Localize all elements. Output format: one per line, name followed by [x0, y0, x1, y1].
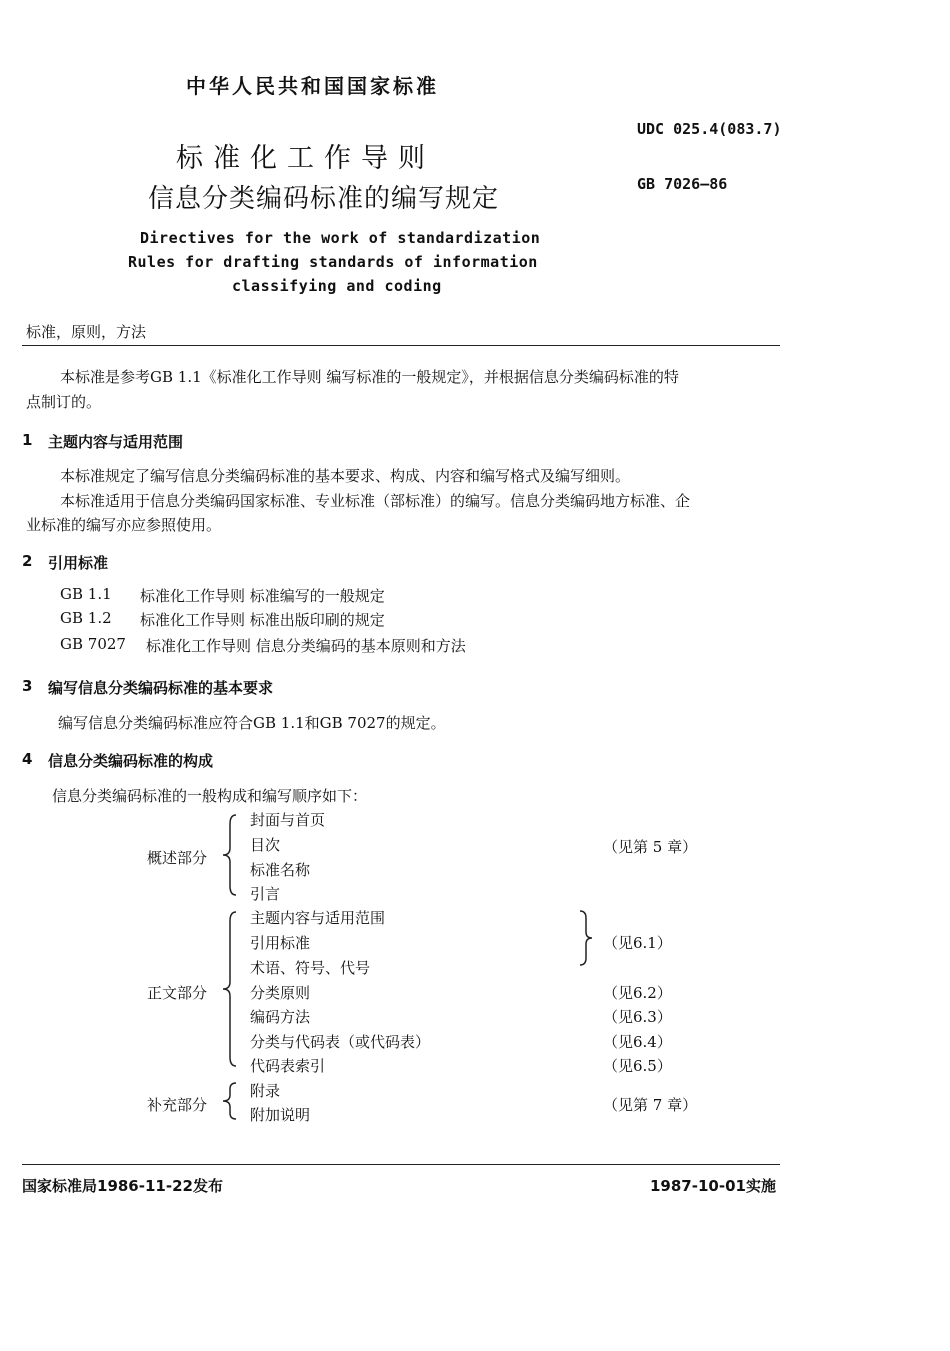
structure-item: 目次 [250, 836, 281, 854]
english-title-line-3: classifying and coding [232, 277, 442, 295]
structure-item: 编码方法 [250, 1008, 311, 1026]
section-1-para-1: 本标准规定了编写信息分类编码标准的基本要求、构成、内容和编写格式及编写细则。 [60, 467, 631, 485]
intro-line-1: 本标准是参考GB 1.1《标准化工作导则 编写标准的一般规定》，并根据信息分类编码标准的特 [60, 368, 679, 386]
structure-item: 附录 [250, 1082, 281, 1100]
ref-text: 标准化工作导则 信息分类编码的基本原则和方法 [146, 637, 466, 655]
section-3-number: 3 [22, 677, 33, 695]
structure-ref: （见6.2） [603, 984, 672, 1002]
structure-ref: （见第 7 章） [603, 1096, 698, 1114]
section-4-number: 4 [22, 750, 33, 768]
structure-ref: （见6.1） [603, 934, 672, 952]
structure-item: 分类与代码表（或代码表） [250, 1033, 431, 1051]
group-label-overview: 概述部分 [147, 849, 208, 867]
structure-ref: （见6.3） [603, 1008, 672, 1026]
structure-item: 封面与首页 [250, 811, 326, 829]
national-standard-title: 中华人民共和国国家标准 [186, 74, 439, 98]
structure-item: 引用标准 [250, 934, 311, 952]
brace-overview [220, 812, 240, 898]
intro-line-2: 点制订的。 [26, 393, 102, 411]
footer-divider [22, 1164, 780, 1165]
section-3-title: 编写信息分类编码标准的基本要求 [48, 679, 274, 697]
title-line-1: 标准化工作导则 [176, 143, 435, 174]
ref-code: GB 1.2 [60, 609, 112, 627]
issue-date: 国家标准局1986-11-22发布 [22, 1177, 223, 1195]
english-title-line-2: Rules for drafting standards of information [128, 253, 538, 271]
section-1-para-2-line-1: 本标准适用于信息分类编码国家标准、专业标准（部标准）的编写。信息分类编码地方标准、企 [60, 492, 691, 510]
right-brace [576, 908, 596, 968]
structure-item: 引言 [250, 885, 281, 903]
section-1-para-2-line-2: 业标准的编写亦应参照使用。 [26, 516, 222, 534]
section-4-intro: 信息分类编码标准的一般构成和编写顺序如下： [52, 787, 368, 805]
brace-supplement [220, 1080, 240, 1122]
udc-number: UDC 025.4(083.7) [637, 120, 782, 138]
section-1-title: 主题内容与适用范围 [48, 433, 184, 451]
section-1-number: 1 [22, 431, 33, 449]
structure-item: 标准名称 [250, 861, 311, 879]
section-3-para: 编写信息分类编码标准应符合GB 1.1和GB 7027的规定。 [58, 714, 446, 732]
gb-number: GB 7026—86 [637, 175, 728, 193]
structure-item: 代码表索引 [250, 1057, 326, 1075]
group-label-supplement: 补充部分 [147, 1096, 208, 1114]
english-title-line-1: Directives for the work of standardization [140, 229, 541, 247]
section-4-title: 信息分类编码标准的构成 [48, 752, 214, 770]
effective-date: 1987-10-01实施 [650, 1177, 776, 1195]
structure-ref: （见6.4） [603, 1033, 672, 1051]
structure-item: 主题内容与适用范围 [250, 909, 386, 927]
structure-ref: （见第 5 章） [603, 838, 698, 856]
section-2-number: 2 [22, 552, 33, 570]
section-2-title: 引用标准 [48, 554, 109, 572]
structure-item: 术语、符号、代号 [250, 959, 371, 977]
header-divider [22, 345, 780, 346]
group-label-body: 正文部分 [147, 984, 208, 1002]
ref-code: GB 7027 [60, 635, 126, 653]
title-line-2: 信息分类编码标准的编写规定 [148, 184, 500, 214]
ref-text: 标准化工作导则 标准出版印刷的规定 [140, 611, 385, 629]
structure-item: 附加说明 [250, 1106, 311, 1124]
structure-item: 分类原则 [250, 984, 311, 1002]
keywords: 标准，原则，方法 [26, 323, 147, 341]
ref-text: 标准化工作导则 标准编写的一般规定 [140, 587, 385, 605]
brace-body [220, 909, 240, 1069]
structure-ref: （见6.5） [603, 1057, 672, 1075]
ref-code: GB 1.1 [60, 585, 112, 603]
